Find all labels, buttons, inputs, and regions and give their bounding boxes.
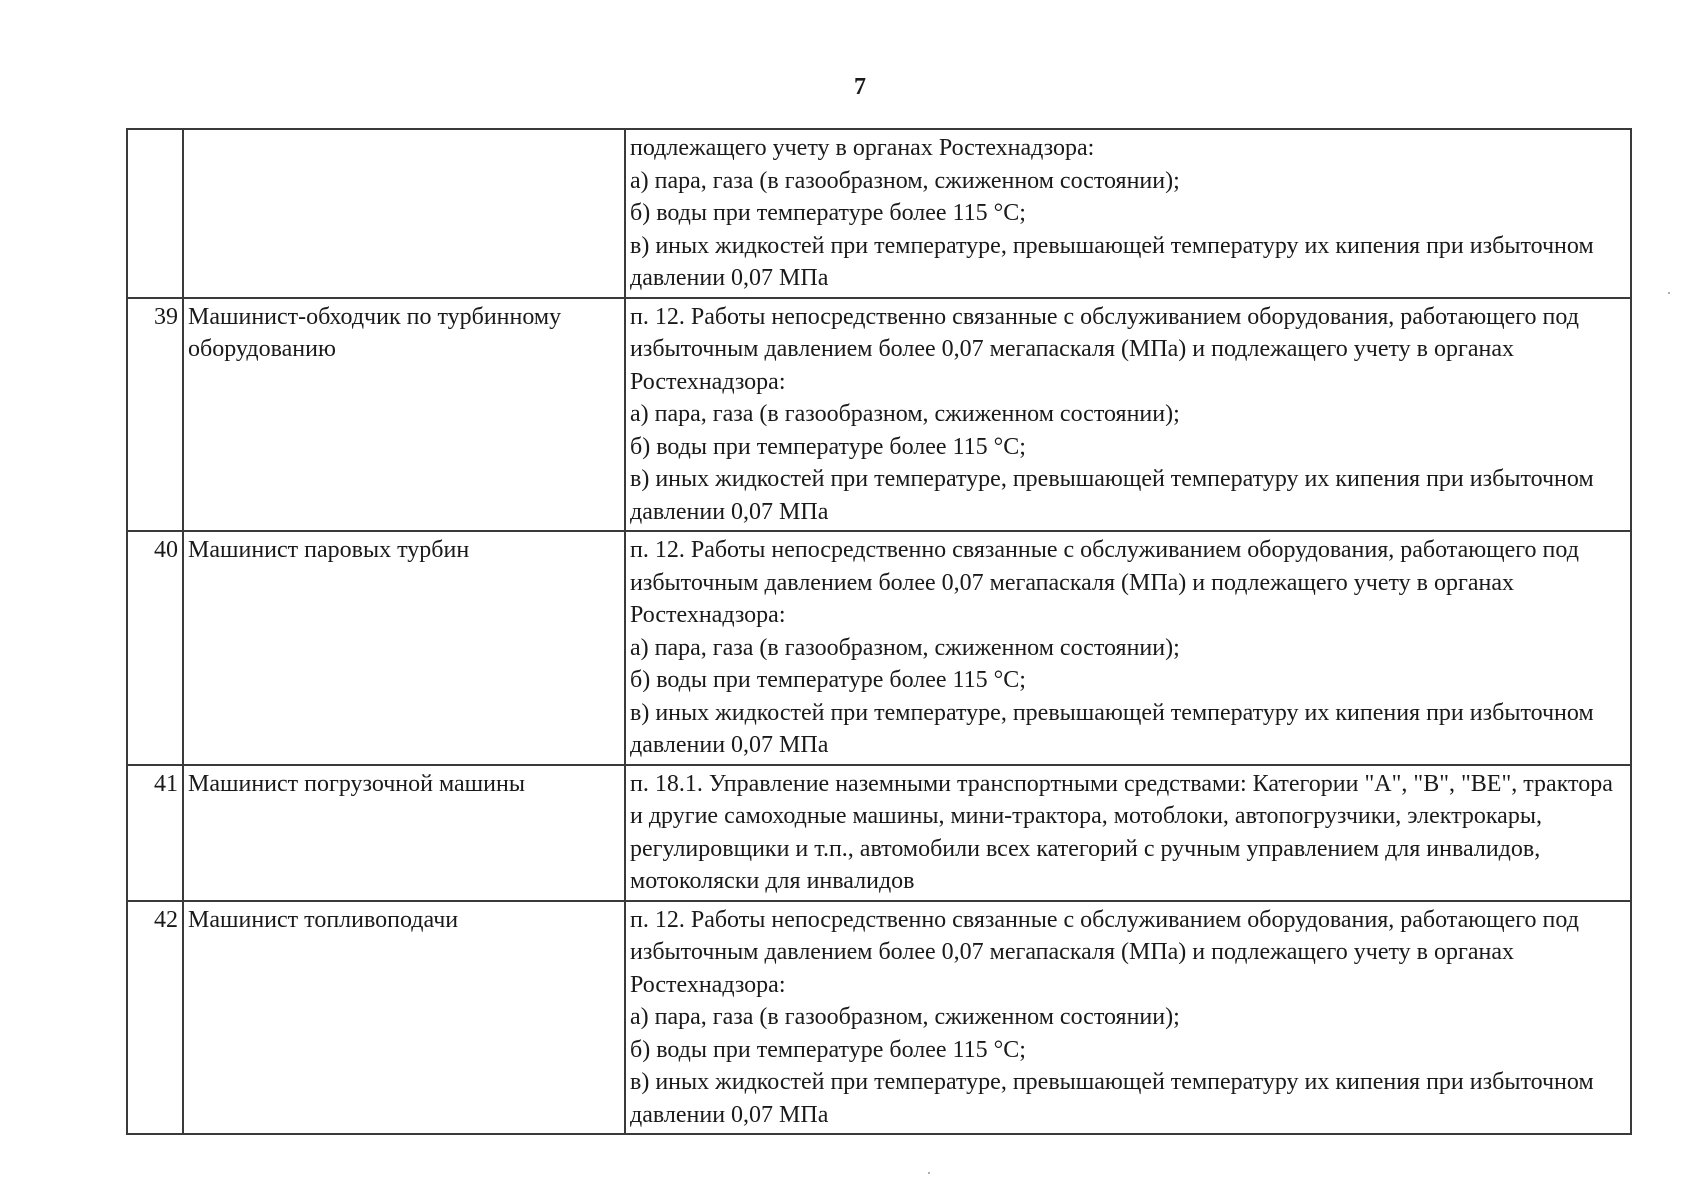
- row-number: 39: [127, 298, 183, 532]
- profession-cell: [183, 129, 625, 298]
- table-row: [127, 129, 1631, 298]
- profession-cell: Машинист погрузочной машины: [183, 765, 625, 901]
- row-number: 42: [127, 901, 183, 1135]
- work-description-cell: п. 12. Работы непосредственно связанные с обслуживанием оборудования, работающего под избыточным давлением более 0,07 мегапаскаля (МПа) и подлежащего учету в органах Ростехнадзора: а) пара, газа (в газообразном, сжиженном состоянии); б) воды при температуре более 115 °С; в) иных жидкостей при температуре, превышающей температуру их кипения при избыточном давлении 0,07 МПа: [625, 298, 1631, 532]
- row-number: 40: [127, 531, 183, 765]
- work-description-cell: п. 18.1. Управление наземными транспортными средствами: Категории "А", "В", "ВЕ", трактора и другие самоходные машины, мини-трактора, мотоблоки, автопогрузчики, электрокары, регулировщики и т.п., автомобили всех категорий с ручным управлением для инвалидов, мотоколяски для инвалидов: [625, 765, 1631, 901]
- page-number: 7: [854, 74, 866, 100]
- profession-cell: Машинист топливоподачи: [183, 901, 625, 1135]
- table-row: [127, 765, 1631, 901]
- scan-speck: [928, 1172, 930, 1174]
- work-description-cell: п. 12. Работы непосредственно связанные с обслуживанием оборудования, работающего под избыточным давлением более 0,07 мегапаскаля (МПа) и подлежащего учету в органах Ростехнадзора: а) пара, газа (в газообразном, сжиженном состоянии); б) воды при температуре более 115 °С; в) иных жидкостей при температуре, превышающей температуру их кипения при избыточном давлении 0,07 МПа: [625, 531, 1631, 765]
- work-description-cell: подлежащего учету в органах Ростехнадзора: а) пара, газа (в газообразном, сжиженном состоянии); б) воды при температуре более 115 °С; в) иных жидкостей при температуре, превышающей температуру их кипения при избыточном давлении 0,07 МПа: [625, 129, 1631, 298]
- profession-cell: Машинист паровых турбин: [183, 531, 625, 765]
- profession-cell: Машинист-обходчик по турбинному оборудованию: [183, 298, 625, 532]
- table-row: [127, 298, 1631, 532]
- professions-table: [126, 128, 1632, 1135]
- work-description-cell: п. 12. Работы непосредственно связанные с обслуживанием оборудования, работающего под избыточным давлением более 0,07 мегапаскаля (МПа) и подлежащего учету в органах Ростехнадзора: а) пара, газа (в газообразном, сжиженном состоянии); б) воды при температуре более 115 °С; в) иных жидкостей при температуре, превышающей температуру их кипения при избыточном давлении 0,07 МПа: [625, 901, 1631, 1135]
- table-row: [127, 531, 1631, 765]
- table-row: [127, 901, 1631, 1135]
- scan-speck: [1668, 292, 1670, 294]
- row-number: 41: [127, 765, 183, 901]
- row-number: [127, 129, 183, 298]
